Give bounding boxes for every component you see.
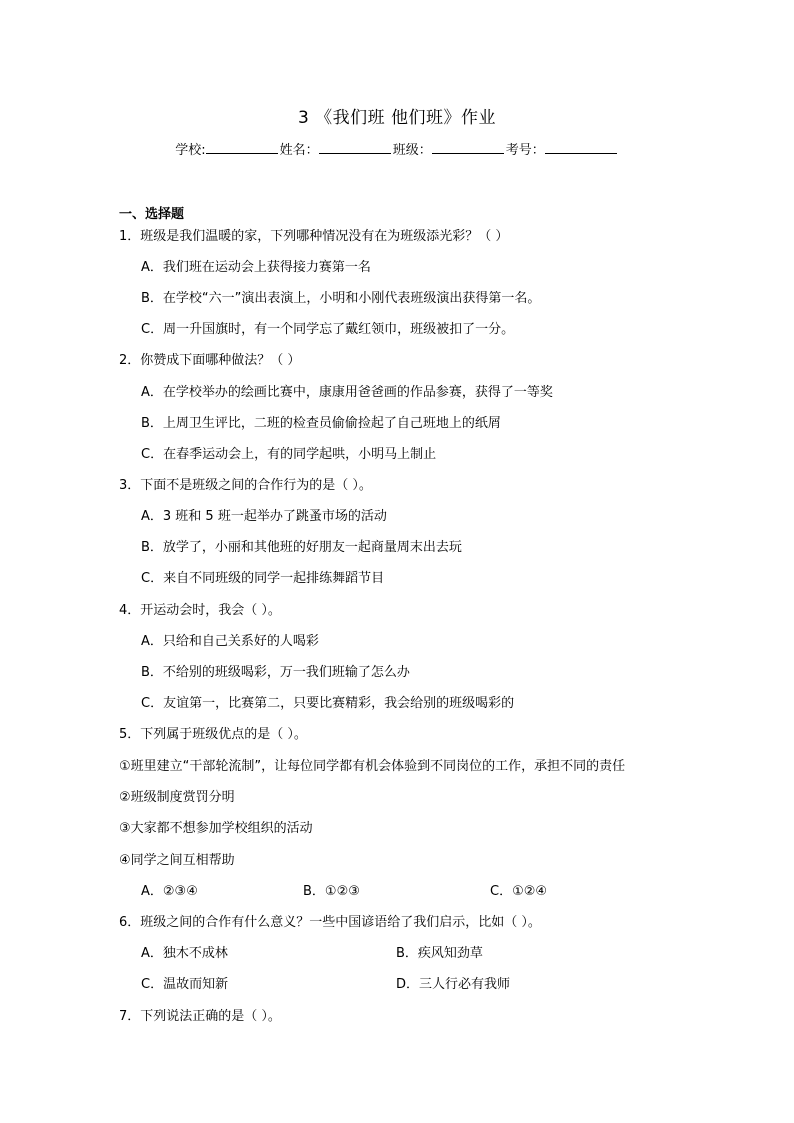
q6-option-a: A．独木不成林 [141, 946, 228, 961]
q6-option-c: C．温故而知新 [141, 977, 229, 992]
q5-option-a: A．②③④ [141, 884, 198, 899]
q2-option-c: C．在春季运动会上，有的同学起哄，小明马上制止 [141, 447, 437, 462]
question-6: 6．班级之间的合作有什么意义？一些中国谚语给了我们启示，比如（ ）。 [119, 915, 541, 930]
q5-option-c: C．①②④ [490, 884, 548, 899]
question-7: 7．下列说法正确的是（ ）。 [119, 1009, 281, 1024]
class-label: 班级： [392, 143, 432, 158]
number-blank[interactable] [545, 140, 617, 154]
question-3: 3．下面不是班级之间的合作行为的是（ ）。 [119, 478, 372, 493]
class-blank[interactable] [432, 140, 504, 154]
page-title: 3 《我们班 他们班》作业 [297, 108, 497, 128]
q6-option-d: D．三人行必有我师 [396, 977, 511, 992]
q5-option-b: B．①②③ [303, 884, 360, 899]
question-1: 1．班级是我们温暖的家，下列哪种情况没有在为班级添光彩？（ ） [119, 229, 509, 244]
q5-statement-2: ②班级制度赏罚分明 [119, 790, 235, 805]
q1-option-c: C．周一升国旗时，有一个同学忘了戴红领巾，班级被扣了一分。 [141, 322, 515, 337]
question-5: 5．下列属于班级优点的是（ ）。 [119, 727, 307, 742]
number-label: 考号： [505, 143, 545, 158]
q5-statement-3: ③大家都不想参加学校组织的活动 [119, 821, 313, 836]
name-label: 姓名： [279, 143, 319, 158]
student-info-row [0, 139, 794, 158]
q5-statement-1: ①班里建立“干部轮流制”，让每位同学都有机会体验到不同岗位的工作，承担不同的责任 [119, 759, 626, 774]
q2-option-a: A．在学校举办的绘画比赛中，康康用爸爸画的作品参赛，获得了一等奖 [141, 385, 553, 400]
question-4: 4．开运动会时，我会（ ）。 [119, 603, 281, 618]
question-2: 2．你赞成下面哪种做法？（ ） [119, 353, 301, 368]
q3-option-a: A．3 班和 5 班一起举办了跳蚤市场的活动 [141, 509, 387, 524]
q1-option-a: A．我们班在运动会上获得接力赛第一名 [141, 260, 371, 275]
q3-option-b: B．放学了，小丽和其他班的好朋友一起商量周末出去玩 [141, 540, 462, 555]
q4-option-b: B．不给别的班级喝彩，万一我们班输了怎么办 [141, 665, 410, 680]
q4-option-a: A．只给和自己关系好的人喝彩 [141, 634, 319, 649]
q3-option-c: C．来自不同班级的同学一起排练舞蹈节目 [141, 571, 385, 586]
section-heading: 一、选择题 [119, 207, 185, 222]
q5-statement-4: ④同学之间互相帮助 [119, 853, 235, 868]
school-blank[interactable] [206, 140, 278, 154]
school-label: 学校: [175, 143, 206, 158]
name-blank[interactable] [319, 140, 391, 154]
q1-option-b: B．在学校“六一”演出表演上，小明和小刚代表班级演出获得第一名。 [141, 291, 541, 306]
q2-option-b: B．上周卫生评比，二班的检查员偷偷捡起了自己班地上的纸屑 [141, 416, 501, 431]
q4-option-c: C．友谊第一，比赛第二，只要比赛精彩，我会给别的班级喝彩的 [141, 696, 515, 711]
q6-option-b: B．疾风知劲草 [396, 946, 483, 961]
